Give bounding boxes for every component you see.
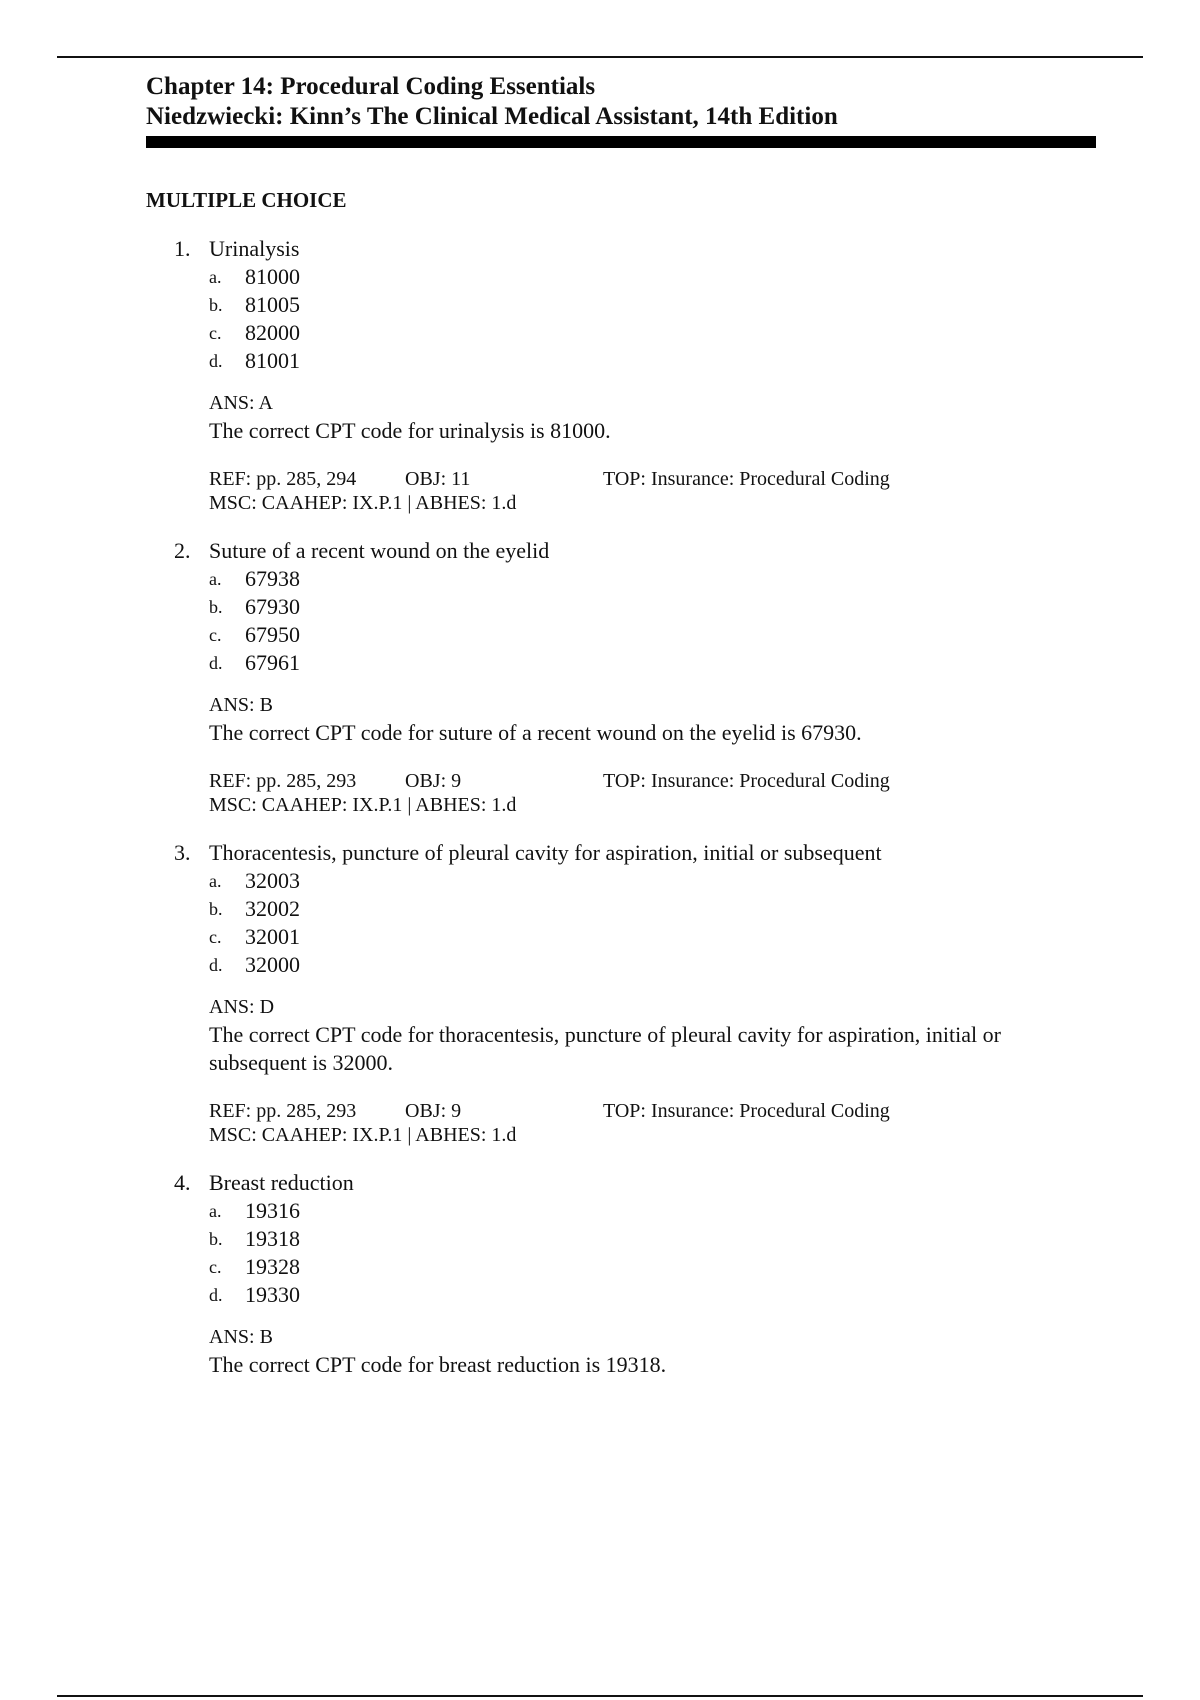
option-letter: b.: [209, 899, 223, 919]
option-list: [146, 263, 1096, 375]
question-text: Thoracentesis, puncture of pleural cavity for aspiration, initial or subsequent: [209, 840, 882, 865]
option-list: [146, 565, 1096, 677]
option-c: [209, 1253, 1096, 1281]
question-text: Suture of a recent wound on the eyelid: [209, 538, 550, 563]
question-4: [146, 1169, 1096, 1379]
objective: OBJ: 9: [405, 1100, 462, 1122]
top-page-rule: [57, 56, 1143, 58]
topic: TOP: Insurance: Procedural Coding: [603, 468, 890, 490]
option-letter: a.: [209, 1201, 222, 1221]
option-letter: d.: [209, 955, 223, 975]
option-text: 81005: [245, 292, 300, 317]
topic: TOP: Insurance: Procedural Coding: [603, 770, 890, 792]
answer-rationale: The correct CPT code for breast reduction is 19318.: [209, 1352, 667, 1377]
answer-rationale: The correct CPT code for urinalysis is 81000.: [209, 418, 611, 443]
option-letter: c.: [209, 1257, 222, 1277]
option-d: [209, 951, 1096, 979]
question-metadata: [146, 1099, 1096, 1147]
answer-block: [146, 993, 1096, 1077]
option-b: [209, 291, 1096, 319]
header-rule: [146, 136, 1096, 148]
book-title: Niedzwiecki: Kinn’s The Clinical Medical Assistant, 14th Edition: [146, 103, 838, 130]
option-text: 32002: [245, 896, 300, 921]
option-text: 19318: [245, 1226, 300, 1251]
option-text: 81001: [245, 348, 300, 373]
question-metadata: [146, 769, 1096, 817]
answer-key: ANS: B: [209, 694, 273, 716]
answer-rationale: The correct CPT code for suture of a recent wound on the eyelid is 67930.: [209, 720, 862, 745]
section-heading: MULTIPLE CHOICE: [146, 188, 347, 212]
option-a: [209, 1197, 1096, 1225]
option-letter: d.: [209, 1285, 223, 1305]
question-stem: [146, 839, 1096, 867]
option-a: [209, 565, 1096, 593]
option-list: [146, 867, 1096, 979]
option-c: [209, 621, 1096, 649]
option-list: [146, 1197, 1096, 1309]
option-letter: b.: [209, 597, 223, 617]
option-letter: d.: [209, 653, 223, 673]
option-b: [209, 593, 1096, 621]
option-text: 67938: [245, 566, 300, 591]
reference-pages: REF: pp. 285, 294: [209, 468, 357, 490]
question-text: Breast reduction: [209, 1170, 354, 1195]
option-letter: c.: [209, 625, 222, 645]
option-letter: c.: [209, 323, 222, 343]
option-c: [209, 319, 1096, 347]
option-text: 81000: [245, 264, 300, 289]
option-d: [209, 347, 1096, 375]
question-number: 4.: [174, 1170, 191, 1195]
option-text: 82000: [245, 320, 300, 345]
question-text: Urinalysis: [209, 236, 300, 261]
option-text: 32000: [245, 952, 300, 977]
option-text: 67950: [245, 622, 300, 647]
reference-pages: REF: pp. 285, 293: [209, 1100, 357, 1122]
answer-key: ANS: A: [209, 392, 273, 414]
option-a: [209, 263, 1096, 291]
objective: OBJ: 11: [405, 468, 471, 490]
reference-pages: REF: pp. 285, 293: [209, 770, 357, 792]
misc-standards: MSC: CAAHEP: IX.P.1 | ABHES: 1.d: [209, 794, 517, 816]
option-letter: a.: [209, 871, 222, 891]
option-d: [209, 1281, 1096, 1309]
option-d: [209, 649, 1096, 677]
answer-key: ANS: B: [209, 1326, 273, 1348]
answer-rationale: The correct CPT code for thoracentesis, puncture of pleural cavity for aspiration, initial or subsequent is 32000.: [209, 1022, 1001, 1075]
option-letter: a.: [209, 569, 222, 589]
chapter-header: [146, 72, 1096, 148]
option-text: 32001: [245, 924, 300, 949]
question-stem: [146, 537, 1096, 565]
bottom-page-rule: [57, 1695, 1143, 1697]
answer-block: [146, 389, 1096, 445]
option-text: 19330: [245, 1282, 300, 1307]
option-text: 67930: [245, 594, 300, 619]
misc-standards: MSC: CAAHEP: IX.P.1 | ABHES: 1.d: [209, 492, 517, 514]
option-letter: c.: [209, 927, 222, 947]
question-number: 3.: [174, 840, 191, 865]
misc-standards: MSC: CAAHEP: IX.P.1 | ABHES: 1.d: [209, 1124, 517, 1146]
question-stem: [146, 1169, 1096, 1197]
question-2: [146, 537, 1096, 817]
question-number: 2.: [174, 538, 191, 563]
option-text: 67961: [245, 650, 300, 675]
question-stem: [146, 235, 1096, 263]
option-text: 19328: [245, 1254, 300, 1279]
option-a: [209, 867, 1096, 895]
option-letter: b.: [209, 295, 223, 315]
chapter-title: Chapter 14: Procedural Coding Essentials: [146, 73, 596, 100]
question-1: [146, 235, 1096, 515]
option-c: [209, 923, 1096, 951]
option-letter: b.: [209, 1229, 223, 1249]
answer-block: [146, 1323, 1096, 1379]
objective: OBJ: 9: [405, 770, 462, 792]
option-text: 32003: [245, 868, 300, 893]
document-page: [146, 72, 1096, 1401]
question-3: [146, 839, 1096, 1147]
answer-block: [146, 691, 1096, 747]
option-letter: d.: [209, 351, 223, 371]
answer-key: ANS: D: [209, 996, 275, 1018]
question-metadata: [146, 467, 1096, 515]
option-text: 19316: [245, 1198, 300, 1223]
option-b: [209, 1225, 1096, 1253]
question-number: 1.: [174, 236, 191, 261]
option-letter: a.: [209, 267, 222, 287]
option-b: [209, 895, 1096, 923]
topic: TOP: Insurance: Procedural Coding: [603, 1100, 890, 1122]
